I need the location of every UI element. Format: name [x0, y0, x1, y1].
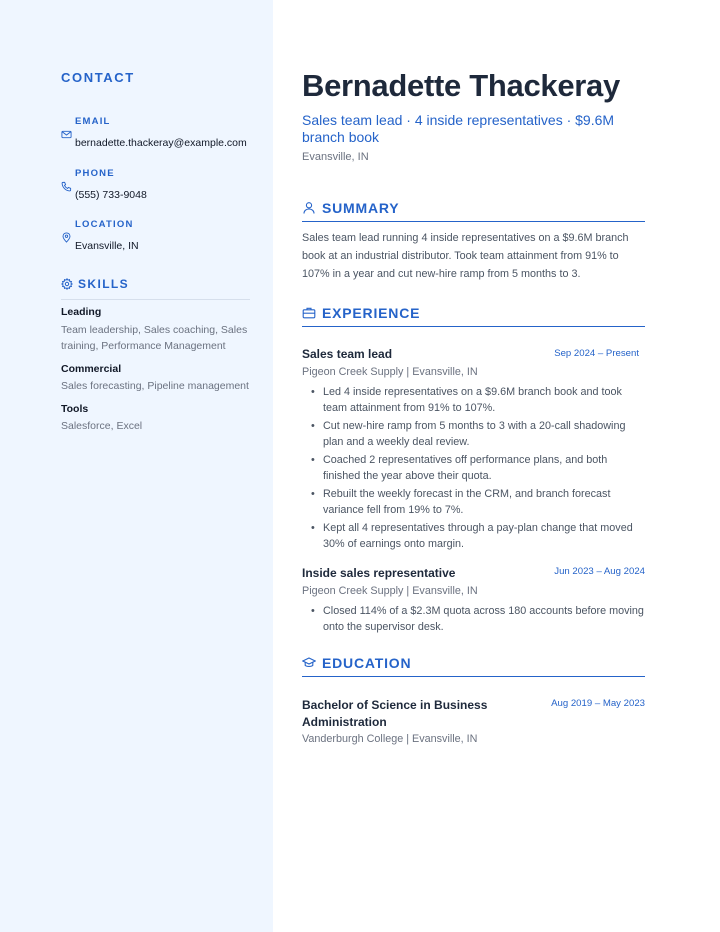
skill-category: Commercial: [61, 363, 122, 375]
education-degree: Bachelor of Science in Business Administration: [302, 698, 488, 729]
graduation-cap-icon: [302, 656, 316, 670]
job-dates: Jun 2023 – Aug 2024: [554, 566, 645, 577]
education-heading: [302, 655, 645, 677]
map-pin-icon: [61, 232, 72, 243]
bullet-item: • Led 4 inside representatives on a $9.6M branch book and took team attainment from 91% to 107%.: [302, 384, 645, 416]
phone-label: PHONE: [75, 168, 115, 179]
bullet-item: • Closed 114% of a $2.3M quota across 180 accounts before moving onto the supervisor desk.: [302, 603, 645, 635]
job-dates: Sep 2024 – Present: [554, 348, 639, 359]
sidebar: [0, 0, 273, 932]
gear-icon: [61, 278, 73, 290]
education-title: EDUCATION: [322, 655, 412, 671]
bullet-item: • Cut new-hire ramp from 5 months to 3 with a 20-call shadowing plan and a weekly deal review.: [302, 418, 645, 450]
bullet-item: • Rebuilt the weekly forecast in the CRM, and branch forecast variance fell from 19% to 7%.: [302, 486, 645, 518]
skills-title: SKILLS: [78, 277, 130, 291]
skills-heading: [61, 277, 250, 300]
education-dates: Aug 2019 – May 2023: [551, 698, 645, 709]
headline: Sales team lead · 4 inside representatives · $9.6M branch book: [302, 112, 615, 145]
bullet-item: • Kept all 4 representatives through a pay-plan change that moved 30% of earnings onto margin.: [302, 520, 645, 552]
header-location: Evansville, IN: [302, 151, 369, 163]
briefcase-icon: [302, 306, 316, 320]
experience-title: EXPERIENCE: [322, 305, 421, 321]
email-label: EMAIL: [75, 116, 111, 127]
phone-icon: [61, 181, 72, 192]
summary-title: SUMMARY: [322, 200, 400, 216]
experience-heading: [302, 305, 645, 327]
location-label: LOCATION: [75, 219, 134, 230]
bullet-item: • Coached 2 representatives off performance plans, and both finished the year above their quota.: [302, 452, 645, 484]
job-bullets: [302, 384, 645, 554]
contact-heading: CONTACT: [61, 70, 135, 85]
job-title: Sales team lead: [302, 347, 393, 361]
candidate-name: Bernadette Thackeray: [302, 68, 620, 103]
job-company: Pigeon Creek Supply | Evansville, IN: [302, 366, 478, 378]
location-value: Evansville, IN: [75, 240, 139, 252]
skill-items: Team leadership, Sales coaching, Sales training, Performance Management: [61, 324, 248, 352]
skill-category: Leading: [61, 306, 102, 318]
job-title: Inside sales representative: [302, 566, 456, 580]
job-company: Pigeon Creek Supply | Evansville, IN: [302, 585, 478, 597]
job-bullets: [302, 603, 645, 637]
skill-items: Salesforce, Excel: [61, 420, 143, 432]
email-value[interactable]: bernadette.thackeray@example.com: [75, 137, 247, 149]
phone-value[interactable]: (555) 733-9048: [75, 189, 147, 201]
skill-category: Tools: [61, 403, 89, 415]
mail-icon: [61, 129, 72, 140]
user-icon: [302, 201, 316, 215]
summary-text: Sales team lead running 4 inside representatives on a $9.6M branch book at an industrial distributor. Took team attainment from 91% to 107% in a year and cut new-hire ramp from 5 months to 3.: [302, 232, 629, 280]
education-school: Vanderburgh College | Evansville, IN: [302, 733, 478, 745]
summary-heading: [302, 200, 645, 222]
skill-items: Sales forecasting, Pipeline management: [61, 380, 249, 392]
